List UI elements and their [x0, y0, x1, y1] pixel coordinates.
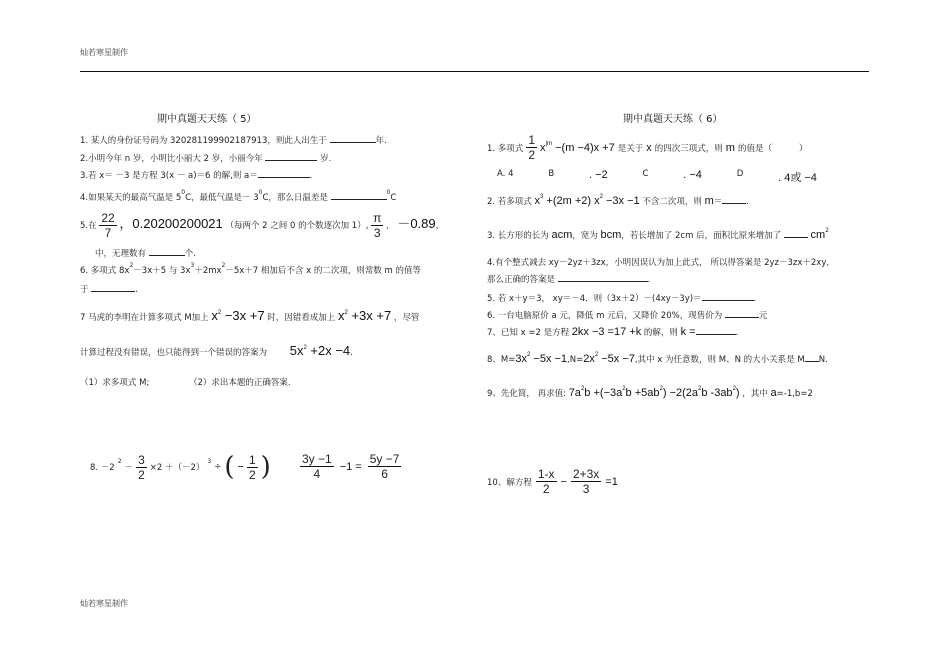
left-q5-line2: 中，无理数有 个.	[95, 249, 196, 259]
header-rule	[80, 71, 869, 72]
right-title: 期中真题天天练（ 6）	[623, 114, 723, 125]
right-q6: 6. 一台电脑原价 a 元，降低 m 元后，又降价 20%，现售价为 元	[487, 311, 768, 321]
footer-text: 灿若寒星制作	[80, 599, 128, 608]
right-q8: 8、$M=3x^2 -5x -1,N=2x^2 -5x -7$,其中 x 为任意数，则 M、N 的大小关系是 M N.	[487, 352, 828, 365]
answer-blank[interactable]	[149, 255, 185, 256]
fraction: $\frac{\pi}{3}$	[373, 211, 382, 240]
fraction: $\frac{3y -1}{4}$	[302, 452, 332, 481]
answer-blank[interactable]	[702, 300, 754, 301]
left-q8-equation: $\frac{3y -1}{4}$ −1 = $\frac{5y -7}{6}$	[302, 452, 400, 481]
paren-right: )	[260, 452, 271, 482]
right-q4-line2: 那么正确的答案是 .	[487, 275, 651, 285]
left-q5: 5.在 $\frac{22}{7}$ ，0.20200200021 （每两个 2 之间 0 的个数逐次加 1）, $\frac{\pi}{3}$ ， －0.89，	[80, 211, 445, 240]
option-a[interactable]: A. 4	[497, 169, 514, 179]
answer-blank[interactable]	[784, 237, 808, 238]
fraction: $\frac{3}{2}$	[138, 452, 145, 482]
left-q2: 2.小明今年 n 岁，小明比小丽大 2 岁，小丽今年 岁.	[80, 154, 332, 164]
answer-blank[interactable]	[258, 177, 310, 178]
answer-blank[interactable]	[331, 199, 387, 200]
right-q10: 10、解方程 $\frac{1-x}{2}$ − $\frac{2+3x}{3}$ =1	[487, 467, 618, 496]
answer-blank[interactable]	[558, 281, 648, 282]
left-q3: 3.若 x＝ －3 是方程 3(x － a)＝6 的解,则 a＝ .	[80, 171, 313, 181]
left-q8: 8. －2 2 － $\frac{3}{2}$ ×2 ＋（－2） 3 ÷ ( − $\frac{1}{2}$ )	[90, 452, 271, 482]
right-q7: 7、已知 x =2 是方程 2kx −3 =17 +k 的解，则 k = .	[487, 326, 739, 338]
fraction: $\frac{1-x}{2}$	[537, 467, 555, 496]
fraction: $\frac{22}{7}$	[101, 211, 115, 240]
fraction: $\frac{1}{2}$	[528, 133, 535, 162]
left-q6-line2: 于 .	[80, 285, 138, 295]
left-q7-sub1: （1）求多项式 M;	[80, 378, 150, 388]
right-q5: 5. 若 x＋y＝3， xy＝－4．则（3x＋2）－(4xy－3y)＝ .	[487, 294, 757, 304]
fraction: $\frac{5y -7}{6}$	[369, 452, 400, 481]
left-q7-sub2: （2）求出本题的正确答案.	[189, 378, 291, 388]
option-b[interactable]: . −2	[588, 169, 608, 181]
answer-blank[interactable]	[805, 361, 819, 362]
answer-blank[interactable]	[696, 334, 736, 335]
answer-blank[interactable]	[722, 203, 746, 204]
fraction: $\frac{1}{2}$	[248, 452, 256, 482]
right-q4-line1: 4.有个整式减去 xy－2yz＋3zx，小明因误认为加上此式， 所以得答案是 2yz－3zx＋2xy，	[487, 258, 835, 268]
right-q3: 3. 长方形的长为 acm，宽为 bcm，若长增加了 2cm 后，面积比原来增加了 $cm^2$	[487, 227, 829, 241]
option-d[interactable]: . 4或 −4	[778, 172, 817, 184]
left-q6: 6. 多项式 $8x^2-3x+5$ 与 $3x^3+2mx^2-5x+7$ 相加后不含 x 的二次项，则常数 m 的值等	[80, 262, 422, 276]
answer-blank[interactable]	[91, 291, 135, 292]
right-q1: 1. 多项式 $\frac{1}{2}$ $x^{|m} -(m -4)x +7$ 是关于 x 的四次三项式，则 m 的值是（ ）	[487, 133, 808, 162]
left-q7-line2: 计算过程没有错误，也只能得到一个错误的答案为 $5x^2 +2x -4$.	[80, 343, 353, 358]
left-title: 期中真题天天练（ 5）	[157, 114, 257, 125]
answer-blank[interactable]	[265, 160, 317, 161]
paren-left: (	[224, 452, 235, 482]
answer-blank[interactable]	[725, 317, 759, 318]
answer-blank[interactable]	[330, 142, 376, 143]
right-q1-options	[497, 169, 817, 185]
left-q1: 1. 某人的身份证号码为 320281199902187913，则此人出生于 年.	[80, 136, 387, 146]
left-q7: 7 马虎的李明在计算多项式 M加上 $x^2 -3x +7$ 时，因错看成加上 $x^2 +3x +7$ ，尽管	[80, 308, 420, 323]
right-q9: 9、先化简， 再求值: $7a^2b +(-3a^2b +5ab^2) -2(2a^2b$ $-3ab^2$) ，其中 a=-1,b=2	[487, 386, 813, 399]
fraction: $\frac{2+3x}{3}$	[572, 467, 600, 496]
header-text: 灿若寒星制作	[80, 48, 128, 57]
option-b-label[interactable]: B	[548, 169, 555, 179]
left-q4: 4.如果某天的最高气温是 $5^0C$，最低气温是－ $3^0C$，那么日温差是 $^0$C	[80, 189, 397, 203]
right-q2: 2. 若多项式 $x^3 +(2m +2)$ $x^2 -3x -1$ 不含二次项，则 m＝ .	[487, 194, 749, 207]
option-c[interactable]: . −4	[683, 169, 702, 181]
option-c-label[interactable]: C	[642, 169, 649, 179]
option-d-label[interactable]: D	[736, 169, 744, 179]
